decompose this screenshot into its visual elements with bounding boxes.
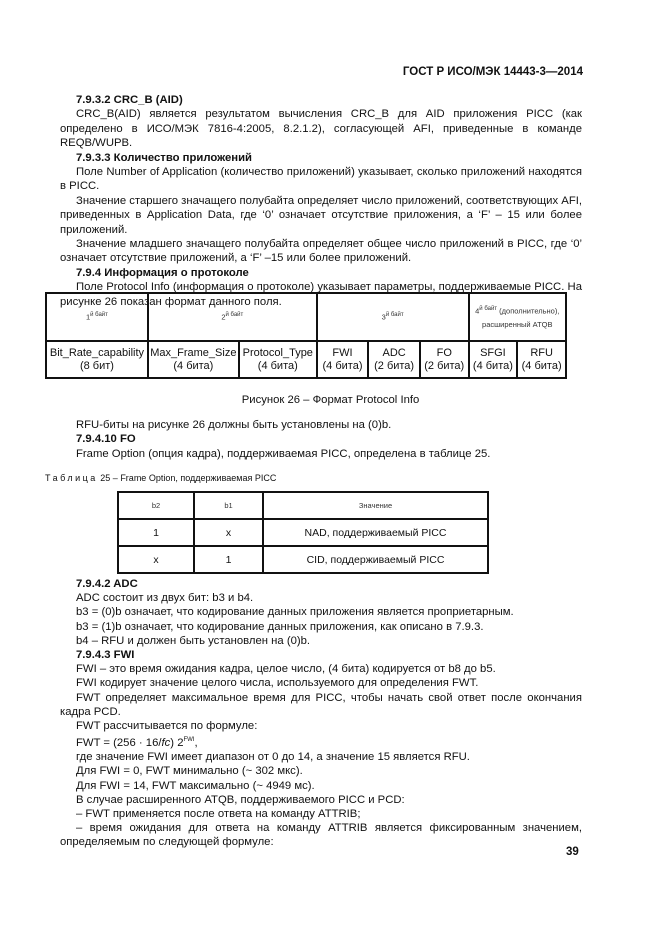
field-cell: Max_Frame_Size (4 бита) [148, 341, 239, 378]
field-cell: FWI (4 бита) [317, 341, 369, 378]
column-header: b1 [194, 492, 263, 519]
heading-7-9-4-2: 7.9.4.2 ADC [76, 578, 138, 590]
column-header: b2 [118, 492, 194, 519]
field-cell: SFGI (4 бита) [469, 341, 518, 378]
byte-1-header: $1^{й байт}$ [46, 293, 148, 341]
paragraph: FWT рассчитывается по формуле: [76, 720, 258, 733]
cell: 1 [194, 546, 263, 573]
field-cell: ADC (2 бита) [368, 341, 420, 378]
field-cell: FO (2 бита) [420, 341, 469, 378]
list-item: – время ожидания для ответа на команду ATTRIB является фиксированным значением, определяемым по следующей формуле: [60, 822, 582, 849]
cell: x [118, 546, 194, 573]
paragraph: RFU-биты на рисунке 26 должны быть установлены на (0)b. [76, 419, 392, 431]
paragraph: Frame Option (опция кадра), поддерживаемая PICC, определена в таблице 25. [76, 447, 491, 460]
table-25-caption: Таблица 25 – Frame Option, поддерживаемая PICC [45, 473, 277, 483]
paragraph: Значение младшего значащего полубайта определяет общее число приложений в PICC, где ‘0’ означает отсутствие приложений, а ‘F’ –15 или более приложений. [60, 238, 582, 265]
figure-26-table [45, 292, 567, 379]
paragraph: Поле Number of Application (количество приложений) указывает, сколько приложений находятся в PICC. [60, 166, 582, 193]
fwt-formula: FWT = (256 · 16/fc) $2^{FWI}$, [76, 737, 198, 749]
table-row [118, 546, 488, 573]
cell: CID, поддерживаемый PICC [263, 546, 488, 573]
heading-7-9-3-2: 7.9.3.2 CRC_B (AID) [76, 94, 183, 106]
table-row [118, 519, 488, 546]
paragraph: где значение FWI имеет диапазон от 0 до 14, а значение 15 является RFU. [76, 751, 470, 764]
paragraph: Значение старшего значащего полубайта определяет число приложений, соответствующих AFI, приведенных в Application Data, где ‘0’ означает отсутствие приложения, а ‘F’ – 15 или более приложений. [60, 194, 582, 236]
figure-26-caption: Рисунок 26 – Формат Protocol Info [241, 394, 420, 406]
list-item: – FWT применяется после ответа на команду ATTRIB; [76, 808, 361, 821]
page-number: 39 [566, 846, 579, 858]
paragraph: CRC_B(AID) является результатом вычисления CRC_B для AID приложения PICC (как определено в ИСО/МЭК 7816-4:2005, 8.2.1.2), согласующей AFI, приведенные в команде REQB/WUPB. [60, 108, 582, 150]
section-7-9-3 [60, 93, 582, 309]
document-header: ГОСТ Р ИСО/МЭК 14443-3—2014 [402, 66, 583, 78]
paragraph: Для FWI = 14, FWT максимально (~ 4949 мс). [76, 779, 315, 792]
table-25 [117, 491, 489, 574]
paragraph: FWI кодирует значение целого числа, используемого для определения FWT. [76, 677, 479, 690]
field-cell: Protocol_Type (4 бита) [239, 341, 317, 378]
paragraph: В случае расширенного ATQB, поддерживаемого PICC и PCD: [76, 793, 405, 806]
cell: x [194, 519, 263, 546]
heading-7-9-4-10: 7.9.4.10 FO [76, 433, 136, 446]
paragraph: ADC состоит из двух бит: b3 и b4. [76, 592, 254, 605]
byte-2-header: $2^{й байт}$ [148, 293, 317, 341]
paragraph: FWI – это время ожидания кадра, целое число, (4 бита) кодируется от b8 до b5. [76, 663, 496, 676]
paragraph: FWT определяет максимальное время для PICC, чтобы начать свой ответ после окончания кадра PCD. [60, 691, 582, 718]
paragraph: b3 = (0)b означает, что кодирование данных приложения является проприетарным. [76, 606, 514, 619]
heading-7-9-4-3: 7.9.4.3 FWI [76, 649, 135, 662]
cell: 1 [118, 519, 194, 546]
section-adc-fwi [60, 577, 582, 850]
column-header: Значение [263, 492, 488, 519]
heading-7-9-3-3: 7.9.3.3 Количество приложений [76, 151, 252, 164]
field-cell: RFU (4 бита) [517, 341, 566, 378]
paragraph: b3 = (1)b означает, что кодирование данных приложения, как описано в 7.9.3. [76, 620, 484, 633]
paragraph: Поле Protocol Info (информация о протоколе) указывает параметры, поддерживаемые PICC. На рисунке 26 показан формат данного поля. [60, 281, 582, 308]
paragraph: b4 – RFU и должен быть установлен на (0)b. [76, 634, 311, 647]
byte-3-header: $3^{й байт}$ [317, 293, 469, 341]
heading-7-9-4: 7.9.4 Информация о протоколе [76, 266, 249, 279]
byte-4-header: $4^{й байт}$ (дополнительно), расширенный ATQB [469, 293, 566, 341]
paragraph: Для FWI = 0, FWT минимально (~ 302 мкс). [76, 765, 303, 778]
section-fo [60, 418, 582, 461]
cell: NAD, поддерживаемый PICC [263, 519, 488, 546]
field-cell: Bit_Rate_capability (8 бит) [46, 341, 148, 378]
